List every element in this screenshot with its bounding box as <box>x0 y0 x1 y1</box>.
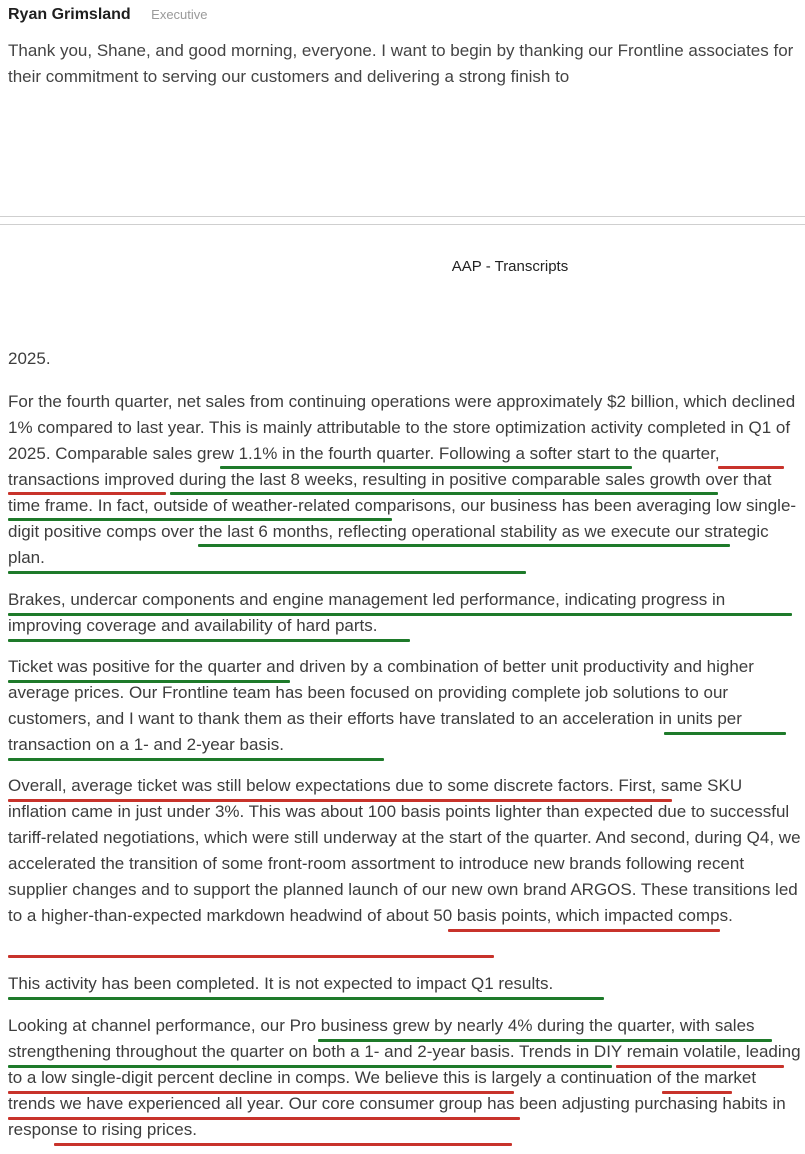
highlight-underline-positive <box>8 518 392 521</box>
page-divider-top <box>0 216 805 217</box>
highlight-underline-positive <box>8 997 604 1000</box>
speaker-role: Executive <box>151 7 208 22</box>
paragraph-average-ticket: Overall, average ticket was still below expectations due to some discrete factors. First, same SKU inflation came in just under 3%. This was about 100 basis points lighter than expected due to successful tariff-related negotiations, which were still underway at the start of the quarter. And second, during Q4, we accelerated the transition of some front-room assortment to introduce new brands following recent supplier changes and to support the planned launch of our new own brand ARGOS. These transitions led to a higher-than-expected markdown headwind of about 50 basis points, which impacted comps. <box>8 776 801 925</box>
paragraph-performance-categories: Brakes, undercar components and engine management led performance, indicating progress in improving coverage and availability of hard parts. <box>8 590 726 635</box>
document-title: AAP - Transcripts <box>451 258 569 275</box>
highlight-underline-negative <box>8 492 166 495</box>
intro-paragraph: Thank you, Shane, and good morning, everyone. I want to begin by thanking our Frontline associates for their commitment to serving our customers and delivering a strong finish to <box>8 41 794 86</box>
highlight-underline-positive <box>8 639 410 642</box>
paragraph-ticket: Ticket was positive for the quarter and driven by a combination of better unit productivity and higher average prices. Our Frontline team has been focused on providing complete job solutions to our customers, and I want to thank them as their efforts have translated to an acceleration in units per transaction on a 1- and 2-year basis. <box>8 657 754 754</box>
highlight-underline-positive <box>664 732 786 735</box>
highlight-underline-positive <box>8 758 384 761</box>
highlight-underline-positive <box>170 492 718 495</box>
highlight-underline-negative <box>8 799 672 802</box>
speaker-name: Ryan Grimsland <box>8 6 131 23</box>
highlight-underline-positive <box>220 466 632 469</box>
highlight-underline-positive <box>8 680 290 683</box>
highlight-underline-positive <box>8 571 526 574</box>
highlight-underline-positive <box>198 544 730 547</box>
paragraph-activity-completed: This activity has been completed. It is not expected to impact Q1 results. <box>8 974 554 993</box>
highlight-underline-negative <box>8 955 494 958</box>
highlight-underline-negative <box>616 1065 784 1068</box>
highlight-underline-positive <box>8 1065 612 1068</box>
highlight-underline-negative <box>8 1117 520 1120</box>
speaker-header <box>8 6 208 30</box>
highlight-underline-negative <box>8 1091 514 1094</box>
paragraph-channel-performance: Looking at channel performance, our Pro business grew by nearly 4% during the quarter, with sales strengthening throughout the quarter on both a 1- and 2-year basis. Trends in DIY remain volatile, leading to a low single-digit percent decline in comps. We believe this is largely a continuation of the market trends we have experienced all year. Our core consumer group has been adjusting purchasing habits in response to rising prices. <box>8 1016 801 1139</box>
highlight-underline-negative <box>718 466 784 469</box>
page-divider-bottom <box>0 224 805 225</box>
highlight-underline-negative <box>54 1143 512 1146</box>
paragraph-continuation: 2025. <box>8 349 51 368</box>
paragraph-fourth-quarter-sales: For the fourth quarter, net sales from continuing operations were approximately $2 billion, which declined 1% compared to last year. This is mainly attributable to the store optimization activity completed in Q1 of 2025. Comparable sales grew 1.1% in the fourth quarter. Following a softer start to the quarter, transactions improved during the last 8 weeks, resulting in positive comparable sales growth over that time frame. In fact, outside of weather-related comparisons, our business has been averaging low single-digit positive comps over the last 6 months, reflecting operational stability as we execute our strategic plan. <box>8 392 797 567</box>
highlight-underline-negative <box>448 929 720 932</box>
highlight-underline-negative <box>662 1091 732 1094</box>
highlight-underline-positive <box>8 613 792 616</box>
highlight-underline-positive <box>318 1039 772 1042</box>
